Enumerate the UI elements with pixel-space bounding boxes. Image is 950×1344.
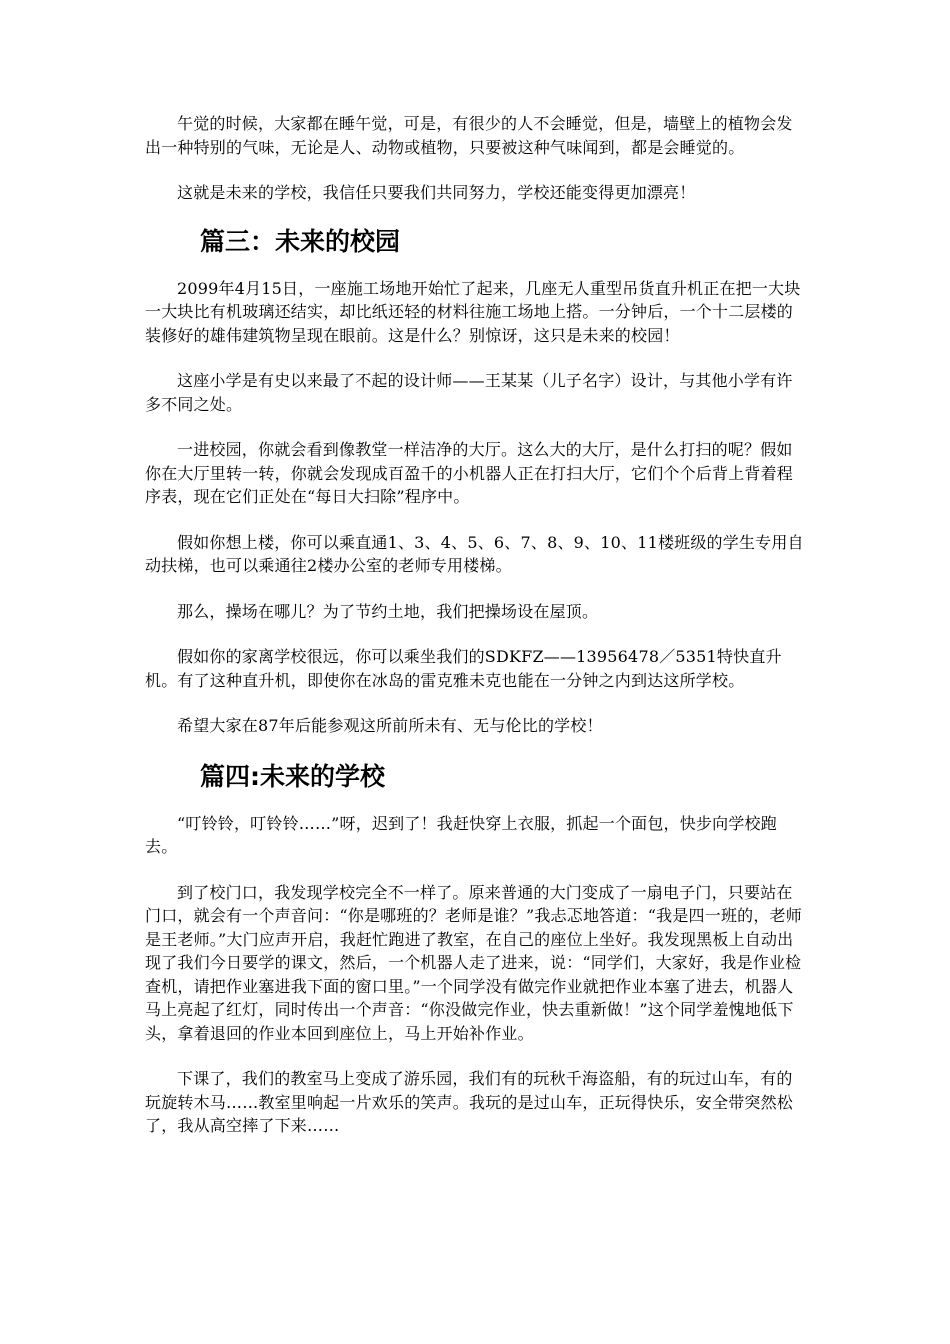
section-heading-4: 篇四:未来的学校 xyxy=(200,761,385,791)
paragraph: “叮铃铃，叮铃铃……”呀，迟到了！我赶快穿上衣服，抓起一个面包，快步向学校跑去。 xyxy=(145,813,777,856)
paragraph: 这就是未来的学校，我信任只要我们共同努力，学校还能变得更加漂亮！ xyxy=(177,183,696,202)
paragraph: 假如你想上楼，你可以乘直通1、3、4、5、6、7、8、9、10、11楼班级的学生专用自动扶梯，也可以乘通往2楼办公室的老师专用楼梯。 xyxy=(145,532,804,575)
paragraph: 2099年4月15日，一座施工场地开始忙了起来，几座无人重型吊货直升机正在把一大块一大块比有机玻璃还结实，却比纸还轻的材料往施工场地上搭。一分钟后，一个十二层楼的装修好的雄伟建筑物呈现在眼前。这是什么？别惊讶，这只是未来的校园！ xyxy=(145,278,801,345)
document-page xyxy=(145,112,805,1160)
paragraph: 午觉的时候，大家都在睡午觉，可是，有很少的人不会睡觉，但是，墙壁上的植物会发出一种特别的气味，无论是人、动物或植物，只要被这种气味闻到，都是会睡觉的。 xyxy=(145,114,793,157)
paragraph: 希望大家在87年后能参观这所前所未有、无与伦比的学校！ xyxy=(177,716,603,735)
paragraph: 一进校园，你就会看到像教堂一样洁净的大厅。这么大的大厅，是什么打扫的呢？假如你在大厅里转一转，你就会发现成百盈千的小机器人正在打扫大厅，它们个个后背上背着程序表，现在它们正处在“每日大扫除”程序中。 xyxy=(145,440,794,506)
paragraph: 下课了，我们的教室马上变成了游乐园，我们有的玩秋千海盗船，有的玩过山车，有的玩旋转木马……教室里响起一片欢乐的笑声。我玩的是过山车，正玩得快乐，安全带突然松了，我从高空摔了下来…… xyxy=(145,1069,794,1135)
paragraph: 假如你的家离学校很远，你可以乘坐我们的SDKFZ——13956478／5351特快直升机。有了这种直升机，即使你在冰岛的雷克雅未克也能在一分钟之内到达这所学校。 xyxy=(145,647,782,690)
paragraph: 这座小学是有史以来最了不起的设计师——王某某（儿子名字）设计，与其他小学有许多不同之处。 xyxy=(145,371,793,414)
paragraph: 到了校门口，我发现学校完全不一样了。原来普通的大门变成了一扇电子门，只要站在门口，就会有一个声音问：“你是哪班的？老师是谁？”我忐忑地答道：“我是四一班的，老师是王老师。”大门应声开启，我赶忙跑进了教室，在自己的座位上坐好。我发现黑板上自动出现了我们今日要学的课文，然后，一个机器人走了进来，说：“同学们，大家好，我是作业检查机，请把作业塞进我下面的窗口里。”一个同学没有做完作业就把作业本塞了进去，机器人马上亮起了红灯，同时传出一个声音：“你没做完作业，快去重新做！”这个同学羞愧地低下头，拿着退回的作业本回到座位上，马上开始补作业。 xyxy=(145,882,802,1043)
paragraph: 那么，操场在哪儿？为了节约土地，我们把操场设在屋顶。 xyxy=(177,601,599,621)
section-heading-3: 篇三：未来的校园 xyxy=(200,226,401,256)
